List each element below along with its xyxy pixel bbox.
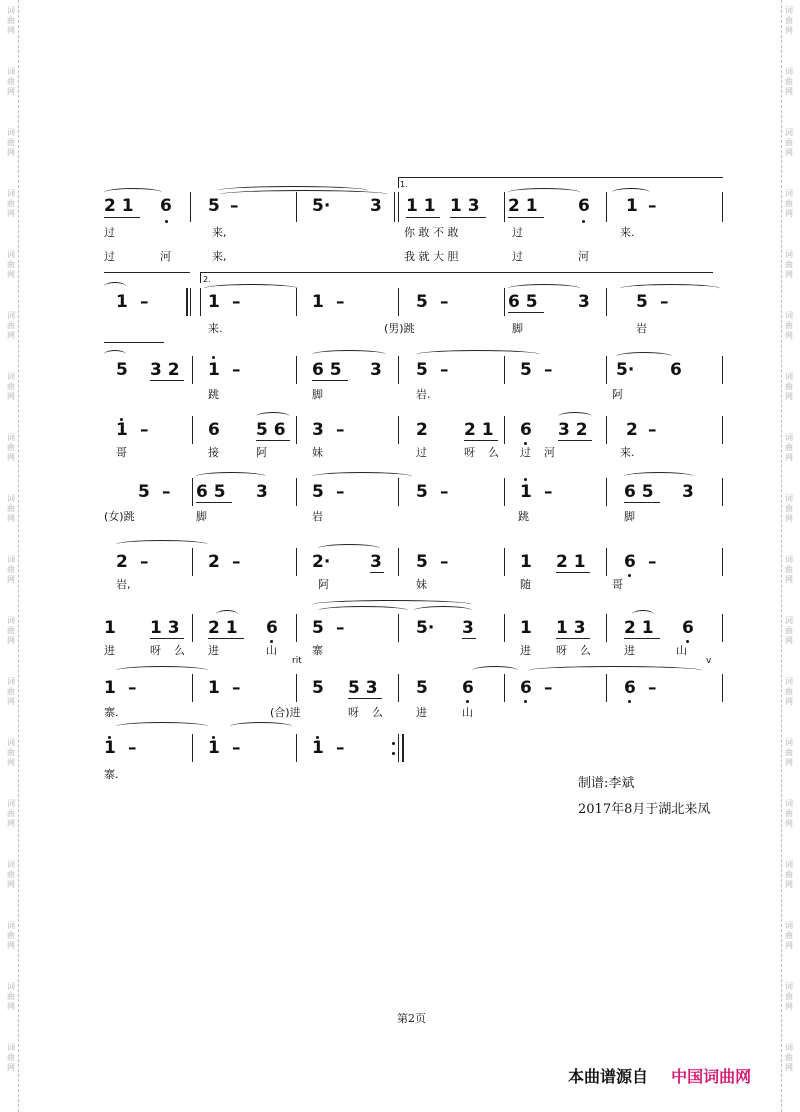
note: – — [232, 360, 241, 380]
note: 1 — [312, 292, 324, 312]
watermark-text: 词 曲 网 — [7, 921, 15, 950]
lyric: 进 — [416, 706, 427, 719]
lyric: 寨 — [312, 644, 323, 657]
lyric: 寨. — [104, 768, 119, 781]
lyric: 跳 — [518, 510, 529, 523]
note: 6 5 — [508, 292, 538, 312]
lyric: 过 — [104, 226, 115, 239]
lyric: (女)跳 — [104, 510, 135, 523]
lyric: 呀 — [464, 446, 475, 459]
note: – — [440, 360, 449, 380]
lyric: 阿 — [256, 446, 267, 459]
lyric: 进 — [208, 644, 219, 657]
note: – — [336, 738, 345, 758]
lyric: 脚 — [196, 510, 207, 523]
watermark-text: 词 曲 网 — [7, 372, 15, 401]
page-number: 第2页 — [397, 1012, 426, 1025]
note: 3 2 — [558, 420, 588, 440]
lyric: 山 — [462, 706, 473, 719]
note: 5 6 — [256, 420, 286, 440]
note: 1 — [208, 678, 220, 698]
note: 2 — [416, 420, 428, 440]
note: 6 5 — [196, 482, 226, 502]
note: 1 — [208, 360, 220, 380]
lyric: 过 — [512, 226, 523, 239]
lyric: 岩 — [636, 322, 647, 335]
note: 3 — [256, 482, 268, 502]
lyric: 接 — [208, 446, 219, 459]
note: 1 — [116, 420, 128, 440]
note: 6 5 — [312, 360, 342, 380]
watermark-text: 词 曲 网 — [7, 799, 15, 828]
watermark-text: 词 曲 网 — [785, 677, 793, 706]
note: 5 — [116, 360, 128, 380]
note: 6 — [462, 678, 474, 698]
lyric: 随 — [520, 578, 531, 591]
note: – — [648, 196, 657, 216]
lyric: 么 — [174, 644, 185, 657]
note: 5 — [636, 292, 648, 312]
note: 1 — [208, 292, 220, 312]
note: 3 — [370, 360, 382, 380]
note: 5· — [616, 360, 635, 380]
watermark-text: 词 曲 网 — [7, 6, 15, 35]
note: 2 1 — [104, 196, 134, 216]
note: 3 — [370, 196, 382, 216]
note: – — [440, 552, 449, 572]
note: – — [230, 196, 239, 216]
lyric: 么 — [372, 706, 383, 719]
lyric: 来. — [620, 446, 635, 459]
note: 1 — [104, 618, 116, 638]
lyric: (合)进 — [270, 706, 301, 719]
breath-mark: v — [706, 656, 712, 666]
watermark-text: 词 曲 网 — [7, 189, 15, 218]
watermark-text: 词 曲 网 — [785, 982, 793, 1011]
note: 6 — [520, 420, 532, 440]
note: 5 — [312, 482, 324, 502]
note: 6 — [682, 618, 694, 638]
lyric: 岩 — [312, 510, 323, 523]
lyric: 哥 — [116, 446, 127, 459]
rit-mark: rit — [292, 656, 302, 666]
note: 3 — [462, 618, 474, 638]
lyric: 哥 — [612, 578, 623, 591]
note: 2· — [312, 552, 331, 572]
watermark-text: 词 曲 网 — [7, 738, 15, 767]
lyric: 进 — [520, 644, 531, 657]
watermark-text: 词 曲 网 — [7, 677, 15, 706]
note: 5 — [416, 360, 428, 380]
note: – — [336, 618, 345, 638]
note: – — [648, 552, 657, 572]
watermark-text: 词 曲 网 — [7, 250, 15, 279]
watermark-text: 词 曲 网 — [785, 738, 793, 767]
note: 2 — [116, 552, 128, 572]
watermark-text: 词 曲 网 — [7, 128, 15, 157]
lyric: 来. — [208, 322, 223, 335]
note: 1 — [312, 738, 324, 758]
source-prefix: 本曲谱源自 — [568, 1067, 649, 1086]
watermark-text: 词 曲 网 — [785, 128, 793, 157]
note: – — [162, 482, 171, 502]
note: 5 — [138, 482, 150, 502]
note: 3 — [682, 482, 694, 502]
lyric: 呀 — [150, 644, 161, 657]
note: 3 — [578, 292, 590, 312]
note: 5 — [416, 678, 428, 698]
lyric: 岩. — [416, 388, 431, 401]
note: 2 — [626, 420, 638, 440]
lyric: 河 — [544, 446, 555, 459]
note: 1 3 — [450, 196, 480, 216]
lyric: 过 — [512, 250, 523, 263]
note: – — [660, 292, 669, 312]
watermark-text: 词 曲 网 — [785, 494, 793, 523]
volta-1: 1. — [400, 180, 408, 189]
note: 6 — [520, 678, 532, 698]
note: 6 — [160, 196, 172, 216]
note: 1 — [208, 738, 220, 758]
lyric: 过 — [104, 250, 115, 263]
note: 5· — [312, 196, 331, 216]
note: 2 1 — [508, 196, 538, 216]
arranger-credit: 制谱:李斌 — [578, 776, 635, 791]
note: – — [232, 292, 241, 312]
watermark-text: 词 曲 网 — [785, 799, 793, 828]
lyric: 阿 — [612, 388, 623, 401]
lyric: 你 敢 不 敢 — [404, 226, 459, 239]
note: 6 — [578, 196, 590, 216]
watermark-text: 词 曲 网 — [785, 250, 793, 279]
watermark-text: 词 曲 网 — [7, 982, 15, 1011]
note: 1 3 — [150, 618, 180, 638]
watermark-text: 词 曲 网 — [7, 494, 15, 523]
lyric: 脚 — [624, 510, 635, 523]
lyric: 来, — [212, 226, 227, 239]
note: 5· — [416, 618, 435, 638]
lyric: 过 — [416, 446, 427, 459]
note: – — [544, 360, 553, 380]
note: – — [544, 678, 553, 698]
note: 1 1 — [406, 196, 436, 216]
lyric: 呀 — [556, 644, 567, 657]
note: 3 — [312, 420, 324, 440]
lyric: 呀 — [348, 706, 359, 719]
lyric: 么 — [580, 644, 591, 657]
lyric: 我 就 大 胆 — [404, 250, 459, 263]
lyric: 来, — [212, 250, 227, 263]
lyric: 山 — [676, 644, 687, 657]
note: 2 1 — [464, 420, 494, 440]
watermark-text: 词 曲 网 — [785, 860, 793, 889]
note: – — [128, 738, 137, 758]
note: 6 — [624, 678, 636, 698]
note: 5 — [312, 618, 324, 638]
note: – — [648, 678, 657, 698]
lyric: 寨. — [104, 706, 119, 719]
lyric: 来. — [620, 226, 635, 239]
watermark-text: 词 曲 网 — [785, 1043, 793, 1072]
note: 5 — [312, 678, 324, 698]
note: – — [140, 292, 149, 312]
watermark-text: 词 曲 网 — [785, 6, 793, 35]
lyric: 么 — [488, 446, 499, 459]
note: 3 — [370, 552, 382, 572]
watermark-text: 词 曲 网 — [7, 67, 15, 96]
lyric: 妹 — [416, 578, 427, 591]
watermark-text: 词 曲 网 — [7, 433, 15, 462]
note: 6 — [670, 360, 682, 380]
note: – — [544, 482, 553, 502]
note: 1 — [116, 292, 128, 312]
lyric: 跳 — [208, 388, 219, 401]
note: 5 — [416, 552, 428, 572]
note: – — [440, 482, 449, 502]
note: – — [336, 292, 345, 312]
watermark-text: 词 曲 网 — [785, 189, 793, 218]
lyric: 脚 — [312, 388, 323, 401]
note: 1 — [520, 618, 532, 638]
note: 2 1 — [556, 552, 586, 572]
lyric: 脚 — [512, 322, 523, 335]
note: – — [128, 678, 137, 698]
lyric: 岩, — [116, 578, 131, 591]
lyric: 进 — [624, 644, 635, 657]
source-site-link[interactable]: 中国词曲网 — [671, 1067, 752, 1086]
watermark-text: 词 曲 网 — [7, 311, 15, 340]
note: – — [140, 552, 149, 572]
lyric: 山 — [266, 644, 277, 657]
note: 2 1 — [624, 618, 654, 638]
lyric: 河 — [160, 250, 171, 263]
lyric: 阿 — [318, 578, 329, 591]
note: 5 — [416, 292, 428, 312]
watermark-text: 词 曲 网 — [7, 616, 15, 645]
watermark-text: 词 曲 网 — [7, 860, 15, 889]
watermark-text: 词 曲 网 — [785, 921, 793, 950]
note: 2 — [208, 552, 220, 572]
note: 1 — [104, 678, 116, 698]
note: 1 — [520, 552, 532, 572]
watermark-text: 词 曲 网 — [785, 433, 793, 462]
watermark-text: 词 曲 网 — [785, 67, 793, 96]
lyric: 河 — [578, 250, 589, 263]
lyric: 妹 — [312, 446, 323, 459]
note: – — [232, 738, 241, 758]
note: 5 3 — [348, 678, 378, 698]
note: – — [232, 678, 241, 698]
lyric: 进 — [104, 644, 115, 657]
note: 6 — [208, 420, 220, 440]
note: – — [140, 420, 149, 440]
lyric: 过 — [520, 446, 531, 459]
note: 2 1 — [208, 618, 238, 638]
watermark-text: 词 曲 网 — [7, 555, 15, 584]
note: 1 — [520, 482, 532, 502]
watermark-text: 词 曲 网 — [785, 311, 793, 340]
note: 5 — [416, 482, 428, 502]
note: 1 3 — [556, 618, 586, 638]
note: 6 — [266, 618, 278, 638]
note: – — [336, 420, 345, 440]
watermark-text: 词 曲 网 — [785, 555, 793, 584]
note: 1 — [626, 196, 638, 216]
note: 6 5 — [624, 482, 654, 502]
note: 1 — [104, 738, 116, 758]
watermark-text: 词 曲 网 — [785, 616, 793, 645]
note: – — [440, 292, 449, 312]
note: 5 — [520, 360, 532, 380]
watermark-text: 词 曲 网 — [7, 1043, 15, 1072]
note: – — [648, 420, 657, 440]
note: 3 2 — [150, 360, 180, 380]
note: 5 — [208, 196, 220, 216]
note: – — [336, 482, 345, 502]
note: 6 — [624, 552, 636, 572]
lyric: (男)跳 — [384, 322, 415, 335]
date-place: 2017年8月于湖北来凤 — [578, 802, 711, 817]
note: – — [232, 552, 241, 572]
volta-2: 2. — [203, 275, 211, 284]
watermark-text: 词 曲 网 — [785, 372, 793, 401]
source-attribution — [568, 1064, 751, 1087]
